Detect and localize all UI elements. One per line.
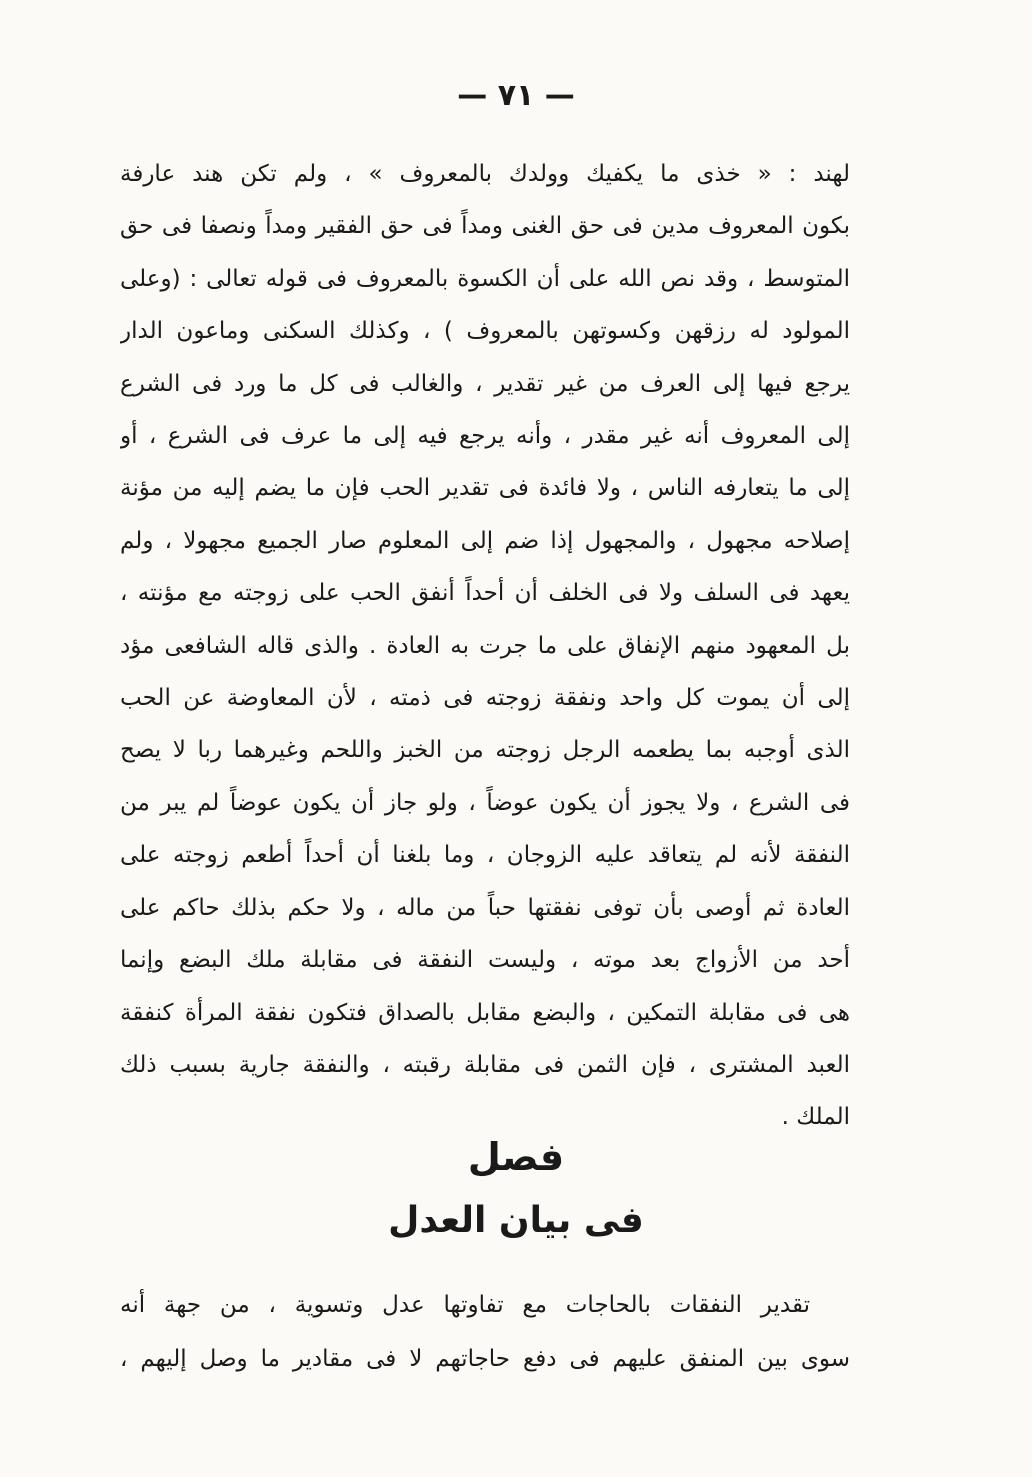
text-line: إلى المعروف أنه غير مقدر ، وأنه يرجع فيه إلى ما عرف فى الشرع ، أو xyxy=(120,423,850,450)
text-line: هى فى مقابلة التمكين ، والبضع مقابل بالصداق فتكون نفقة المرأة كنفقة xyxy=(120,999,850,1026)
text-line: إلى ما يتعارفه الناس ، ولا فائدة فى تقدير الحب فإن ما يضم إليه من مؤنة xyxy=(120,475,850,502)
text-line: الذى أوجبه بما يطعمه الرجل زوجته من الخبز واللحم وغيرهما ربا لا يصح xyxy=(120,737,850,764)
text-line: تقدير النفقات بالحاجات مع تفاوتها عدل وتسوية ، من جهة أنه xyxy=(120,1292,810,1318)
main-paragraph xyxy=(120,148,850,1144)
text-line: أحد من الأزواج بعد موته ، وليست النفقة فى مقابلة ملك البضع وإنما xyxy=(120,947,850,974)
text-line: فى الشرع ، ولا يجوز أن يكون عوضاً ، ولو جاز أن يكون عوضاً لم يبر من xyxy=(120,789,850,816)
text-line: إصلاحه مجهول ، والمجهول إذا ضم إلى المعلوم صار الجميع مجهولا ، ولم xyxy=(120,527,850,554)
section-paragraph xyxy=(120,1278,850,1386)
text-line: بكون المعروف مدين فى حق الغنى ومداً فى حق الفقير ومداً ونصفا فى حق xyxy=(120,213,850,240)
text-line: يعهد فى السلف ولا فى الخلف أن أحداً أنفق الحب على زوجته مع مؤنته ، xyxy=(120,580,850,607)
text-line: المولود له رزقهن وكسوتهن بالمعروف ) ، وكذلك السكنى وماعون الدار xyxy=(120,318,850,345)
text-line: إلى أن يموت كل واحد ونفقة زوجته فى ذمته ، لأن المعاوضة عن الحب xyxy=(120,685,850,712)
section-heading: فصل xyxy=(467,1135,565,1179)
text-line: الملك . xyxy=(781,1104,850,1131)
text-line: النفقة لأنه لم يتعاقد عليه الزوجان ، وما بلغنا أن أحداً أطعم زوجته على xyxy=(120,842,850,869)
section-subheading: فى بيان العدل xyxy=(388,1200,644,1241)
text-line: بل المعهود منهم الإنفاق على ما جرت به العادة . والذى قاله الشافعى مؤد xyxy=(120,632,850,659)
text-line: لهند : « خذى ما يكفيك وولدك بالمعروف » ، ولم تكن هند عارفة xyxy=(120,161,850,187)
text-line: العادة ثم أوصى بأن توفى نفقتها حباً من ماله ، ولا حكم بذلك حاكم على xyxy=(120,894,850,921)
text-line: المتوسط ، وقد نص الله على أن الكسوة بالمعروف فى قوله تعالى : (وعلى xyxy=(120,265,850,292)
text-line: العبد المشترى ، فإن الثمن فى مقابلة رقبته ، والنفقة جارية بسبب ذلك xyxy=(120,1051,850,1078)
page-number: — ٧١ — xyxy=(457,78,575,113)
text-line: يرجع فيها إلى العرف من غير تقدير ، والغالب فى كل ما ورد فى الشرع xyxy=(120,370,850,397)
text-line: سوى بين المنفق عليهم فى دفع حاجاتهم لا فى مقادير ما وصل إليهم ، xyxy=(120,1346,850,1372)
